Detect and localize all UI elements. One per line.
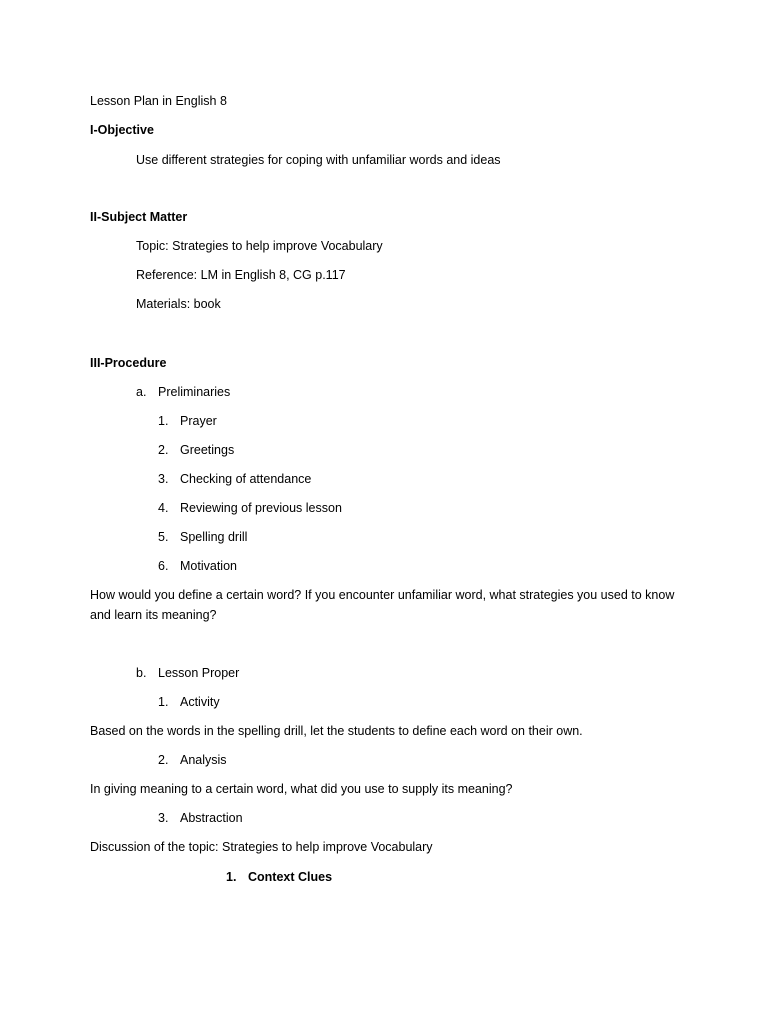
- context-clues-item: [226, 869, 332, 885]
- list-marker: 3.: [158, 472, 169, 486]
- activity-item: [158, 694, 220, 710]
- activity-text: Based on the words in the spelling drill, let the students to define each word on their own.: [90, 724, 583, 738]
- list-marker: 5.: [158, 530, 169, 544]
- analysis-label: Analysis: [180, 753, 227, 767]
- list-marker: 2.: [158, 443, 169, 457]
- context-clues-label: Context Clues: [248, 870, 333, 884]
- list-item-label: Reviewing of previous lesson: [180, 501, 342, 515]
- abstraction-text: Discussion of the topic: Strategies to help improve Vocabulary: [90, 840, 433, 854]
- list-item-label: Prayer: [180, 414, 217, 428]
- list-marker: 1.: [158, 695, 169, 709]
- analysis-item: [158, 752, 227, 768]
- list-marker: 1.: [226, 870, 237, 884]
- abstraction-item: [158, 810, 243, 826]
- list-item: [158, 442, 234, 458]
- list-marker: 2.: [158, 753, 169, 767]
- analysis-text: In giving meaning to a certain word, what did you use to supply its meaning?: [90, 782, 513, 796]
- abstraction-label: Abstraction: [180, 811, 243, 825]
- preliminaries-item: [136, 384, 230, 400]
- list-item: [158, 413, 217, 429]
- list-item-label: Spelling drill: [180, 530, 248, 544]
- motivation-question: How would you define a certain word? If you encounter unfamiliar word, what strategies you used to know and learn its meaning?: [90, 588, 675, 622]
- list-marker: 4.: [158, 501, 169, 515]
- list-marker: 3.: [158, 811, 169, 825]
- list-item: [158, 471, 311, 487]
- subject-matter-heading: II-Subject Matter: [90, 210, 188, 224]
- list-item: [158, 558, 237, 574]
- list-item-label: Checking of attendance: [180, 472, 312, 486]
- preliminaries-label: Preliminaries: [158, 385, 231, 399]
- lesson-proper-item: [136, 665, 239, 681]
- topic-line: Topic: Strategies to help improve Vocabulary: [136, 239, 383, 253]
- document-title: Lesson Plan in English 8: [90, 94, 227, 108]
- list-marker: b.: [136, 666, 147, 680]
- lesson-proper-label: Lesson Proper: [158, 666, 240, 680]
- objective-heading: I-Objective: [90, 123, 154, 137]
- list-marker: 1.: [158, 414, 169, 428]
- list-item-label: Greetings: [180, 443, 235, 457]
- reference-line: Reference: LM in English 8, CG p.117: [136, 268, 346, 282]
- list-item: [158, 529, 247, 545]
- activity-label: Activity: [180, 695, 220, 709]
- list-item-label: Motivation: [180, 559, 237, 573]
- list-marker: a.: [136, 385, 147, 399]
- objective-text: Use different strategies for coping with unfamiliar words and ideas: [136, 153, 501, 167]
- materials-line: Materials: book: [136, 297, 221, 311]
- list-marker: 6.: [158, 559, 169, 573]
- procedure-heading: III-Procedure: [90, 356, 167, 370]
- list-item: [158, 500, 342, 516]
